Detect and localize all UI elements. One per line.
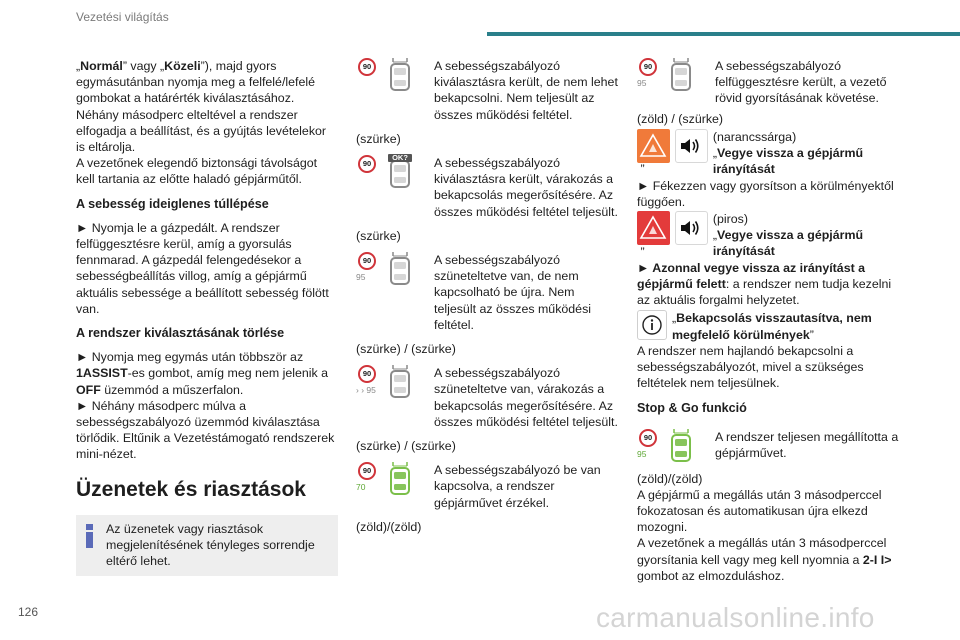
quote-open: „ <box>712 146 718 161</box>
status-icons <box>637 58 715 94</box>
status-row-stopgo <box>637 429 899 465</box>
quote-close: ” <box>640 244 645 259</box>
status-description: A sebességszabályozó felfüggesztésre került, a vezető rövid gyorsításának követése. <box>715 59 887 106</box>
speed-limit-sign-icon <box>356 155 378 191</box>
alert-color-label: (piros) <box>712 212 748 227</box>
bold-text: Normál <box>80 59 123 73</box>
speaker-icon <box>675 129 708 163</box>
status-row <box>356 462 618 511</box>
heading-temporary-exceed: A sebesség ideiglenes túllépése <box>76 196 269 211</box>
quote-open: „ <box>672 311 677 326</box>
text-run: ” vagy „ <box>122 59 165 73</box>
info-circle-icon <box>637 310 667 340</box>
speed-limit-value: 90 <box>358 365 376 383</box>
set-speed-value: 95 <box>637 78 647 88</box>
deselect-paragraph-1 <box>76 349 338 398</box>
alert-title-bold: Vegye vissza a gépjármű irányítását <box>712 146 864 177</box>
speed-limit-value: 90 <box>358 155 376 173</box>
bold-text: Közeli <box>164 59 201 73</box>
alert-red-rest: : a rendszer nem tudja kezelni az aktuális forgalmi helyzetet. <box>637 277 892 308</box>
refused-title-bold: Bekapcsolás visszautasítva, nem megfelelő körülmények <box>672 311 872 342</box>
bold-text: OFF <box>76 382 101 397</box>
text-run: üzemmód a műszerfalon. <box>100 382 244 397</box>
refused-row <box>637 310 899 342</box>
text-run: -es gombot, amíg meg nem jelenik a <box>127 366 329 381</box>
quote-close: ” <box>640 162 645 177</box>
stopgo-text-end: gombot az elmozduláshoz. <box>637 568 785 583</box>
status-color-label: (szürke) <box>356 228 401 243</box>
status-icons <box>356 252 434 288</box>
warning-triangle-icon <box>637 211 670 245</box>
column-right <box>637 58 899 584</box>
info-note-text: Az üzenetek vagy riasztások megjelenítésének tényleges sorrendje eltérő lehet. <box>106 521 315 569</box>
speed-limit-value: 90 <box>358 462 376 480</box>
deselect-paragraph-2: ► Néhány másodperc múlva a sebességszabályozó üzemmód kiválasztása törlődik. Eltűnik a Vezetéstámogató rendszerek mini-nézet. <box>76 398 335 462</box>
status-description: A sebességszabályozó szüneteltetve van, várakozás a bekapcsolás megerősítésére. Az összes működési feltétel teljesült. <box>434 366 618 429</box>
stopgo-paragraph-1: A gépjármű a megállás után 3 másodperccel fokozatosan és automatikusan újra elkezd mozogni. <box>637 487 882 535</box>
alert-title-bold: Vegye vissza a gépjármű irányítását <box>712 228 864 259</box>
set-speed-value: 95 <box>637 448 647 459</box>
ok-question-label: OK? <box>388 154 412 162</box>
status-color-label: (zöld)/(zöld) <box>356 519 422 534</box>
speed-limit-value: 90 <box>639 58 657 76</box>
set-speed-value: 95 <box>356 272 366 283</box>
intro-paragraph-2: Néhány másodperc elteltével a rendszer elfogadja a beállítást, és a gyújtás levételekor is eltárolja. <box>76 107 327 155</box>
status-color-label: (szürke) / (szürke) <box>356 439 456 454</box>
intro-paragraph-1 <box>76 58 338 107</box>
stopgo-paragraph-2 <box>637 535 899 584</box>
quote-open: „ <box>712 228 718 243</box>
speed-limit-sign-icon <box>356 252 378 288</box>
speed-limit-value: 90 <box>358 252 376 270</box>
speed-limit-sign-icon <box>356 462 378 498</box>
status-icons <box>637 429 715 465</box>
exceed-paragraph: ► Nyomja le a gázpedált. A rendszer felfüggesztésre kerül, amíg a gyorsulás fennmarad. A gázpedál felengedésekor a sebességbeállítás villog, amíg a gépjármű aktuális sebessége a beállított sebesség fölött van. <box>76 220 329 316</box>
alert-red-color <box>713 211 899 260</box>
status-row-suspended <box>637 58 899 107</box>
vehicle-icon <box>388 58 412 92</box>
status-row <box>356 365 618 430</box>
status-color-label: (zöld) / (szürke) <box>637 111 724 126</box>
vehicle-icon <box>388 155 412 189</box>
speed-limit-value: 90 <box>358 58 376 76</box>
status-color-label: (szürke) <box>356 131 401 146</box>
status-description: A rendszer teljesen megállította a gépjárművet. <box>715 429 899 460</box>
intro-paragraph-3: A vezetőnek elegendő biztonsági távolságot kell tartania az előtte haladó gépjárműtől. <box>76 156 318 187</box>
text-run: ”), majd gyors egymásutánban nyomja meg a felfelé/lefelé gombokat a határérték kiválasztásához. <box>76 59 316 106</box>
status-color-label: (szürke) / (szürke) <box>356 342 456 357</box>
speed-limit-sign-icon <box>356 58 378 94</box>
status-row <box>356 58 618 123</box>
column-middle <box>356 58 618 543</box>
warning-triangle-icon <box>637 129 670 163</box>
speed-limit-sign-icon <box>637 58 659 94</box>
speed-limit-sign-icon <box>637 429 659 465</box>
vehicle-icon <box>669 429 693 463</box>
speed-limit-value: 90 <box>639 429 657 447</box>
heading-deselect: A rendszer kiválasztásának törlése <box>76 326 285 341</box>
vehicle-icon <box>388 462 412 496</box>
status-color-label: (zöld)/(zöld) <box>637 471 703 486</box>
refused-paragraph: A rendszer nem hajlandó bekapcsolni a sebességszabályozót, mivel a szükséges feltételek nem teljesülnek. <box>637 343 864 391</box>
watermark: carmanualsonline.info <box>596 602 875 633</box>
button-name: 2-I I> <box>862 552 892 567</box>
set-speed-value: 70 <box>356 482 366 493</box>
refused-title <box>672 310 899 342</box>
info-icon <box>86 524 93 548</box>
bold-text: 1ASSIST <box>76 366 128 381</box>
stopgo-text: A vezetőnek a megállás után 3 másodperccel gyorsítania kell vagy meg kell nyomnia a <box>637 536 887 567</box>
status-description: A sebességszabályozó szüneteltetve van, de nem kapcsolható be újra. Nem teljesült az összes működési feltétel. <box>434 253 592 332</box>
status-icons <box>356 58 434 94</box>
status-row <box>356 252 618 333</box>
status-icons <box>356 462 434 498</box>
status-description: A sebességszabályozó kiválasztásra került, de nem lehet bekapcsolni. Nem teljesült az összes működési feltétel. <box>434 59 618 122</box>
info-note <box>76 515 338 577</box>
text-run: ► Nyomja meg egymás után többször az <box>76 350 304 365</box>
column-left <box>76 58 338 576</box>
speaker-icon <box>675 211 708 245</box>
alert-red-bold: ► Azonnal vegye vissza az irányítást a gépjármű felett <box>637 260 866 292</box>
status-row <box>356 155 618 220</box>
alert-orange-color <box>713 129 899 178</box>
vehicle-icon <box>388 365 412 399</box>
alert-red-paragraph <box>637 260 899 309</box>
status-icons <box>356 365 434 401</box>
heading-stop-go: Stop & Go funkció <box>637 401 747 416</box>
heading-messages-alerts: Üzenetek és riasztások <box>76 477 306 501</box>
speed-limit-sign-icon <box>356 365 378 401</box>
alert-orange-paragraph: ► Fékezzen vagy gyorsítson a körülményektől függően. <box>637 178 894 209</box>
vehicle-icon <box>669 58 693 92</box>
text-run: „ <box>76 59 81 73</box>
set-speed-value: › › 95 <box>356 385 376 396</box>
quote-close: ” <box>809 327 814 342</box>
status-icons <box>356 155 434 191</box>
alert-red-title <box>713 227 899 259</box>
alert-color-label: (narancssárga) <box>712 129 797 144</box>
alert-orange-title <box>713 145 899 177</box>
page-number: 126 <box>18 605 39 619</box>
header-accent-bar <box>487 32 960 36</box>
status-description: A sebességszabályozó be van kapcsolva, a rendszer gépjárművet érzékel. <box>434 463 601 510</box>
vehicle-icon <box>388 252 412 286</box>
running-header: Vezetési világítás <box>76 10 169 24</box>
status-description: A sebességszabályozó kiválasztásra került, várakozás a bekapcsolás megerősítésére. Az összes működési feltétel teljesült. <box>434 156 618 219</box>
